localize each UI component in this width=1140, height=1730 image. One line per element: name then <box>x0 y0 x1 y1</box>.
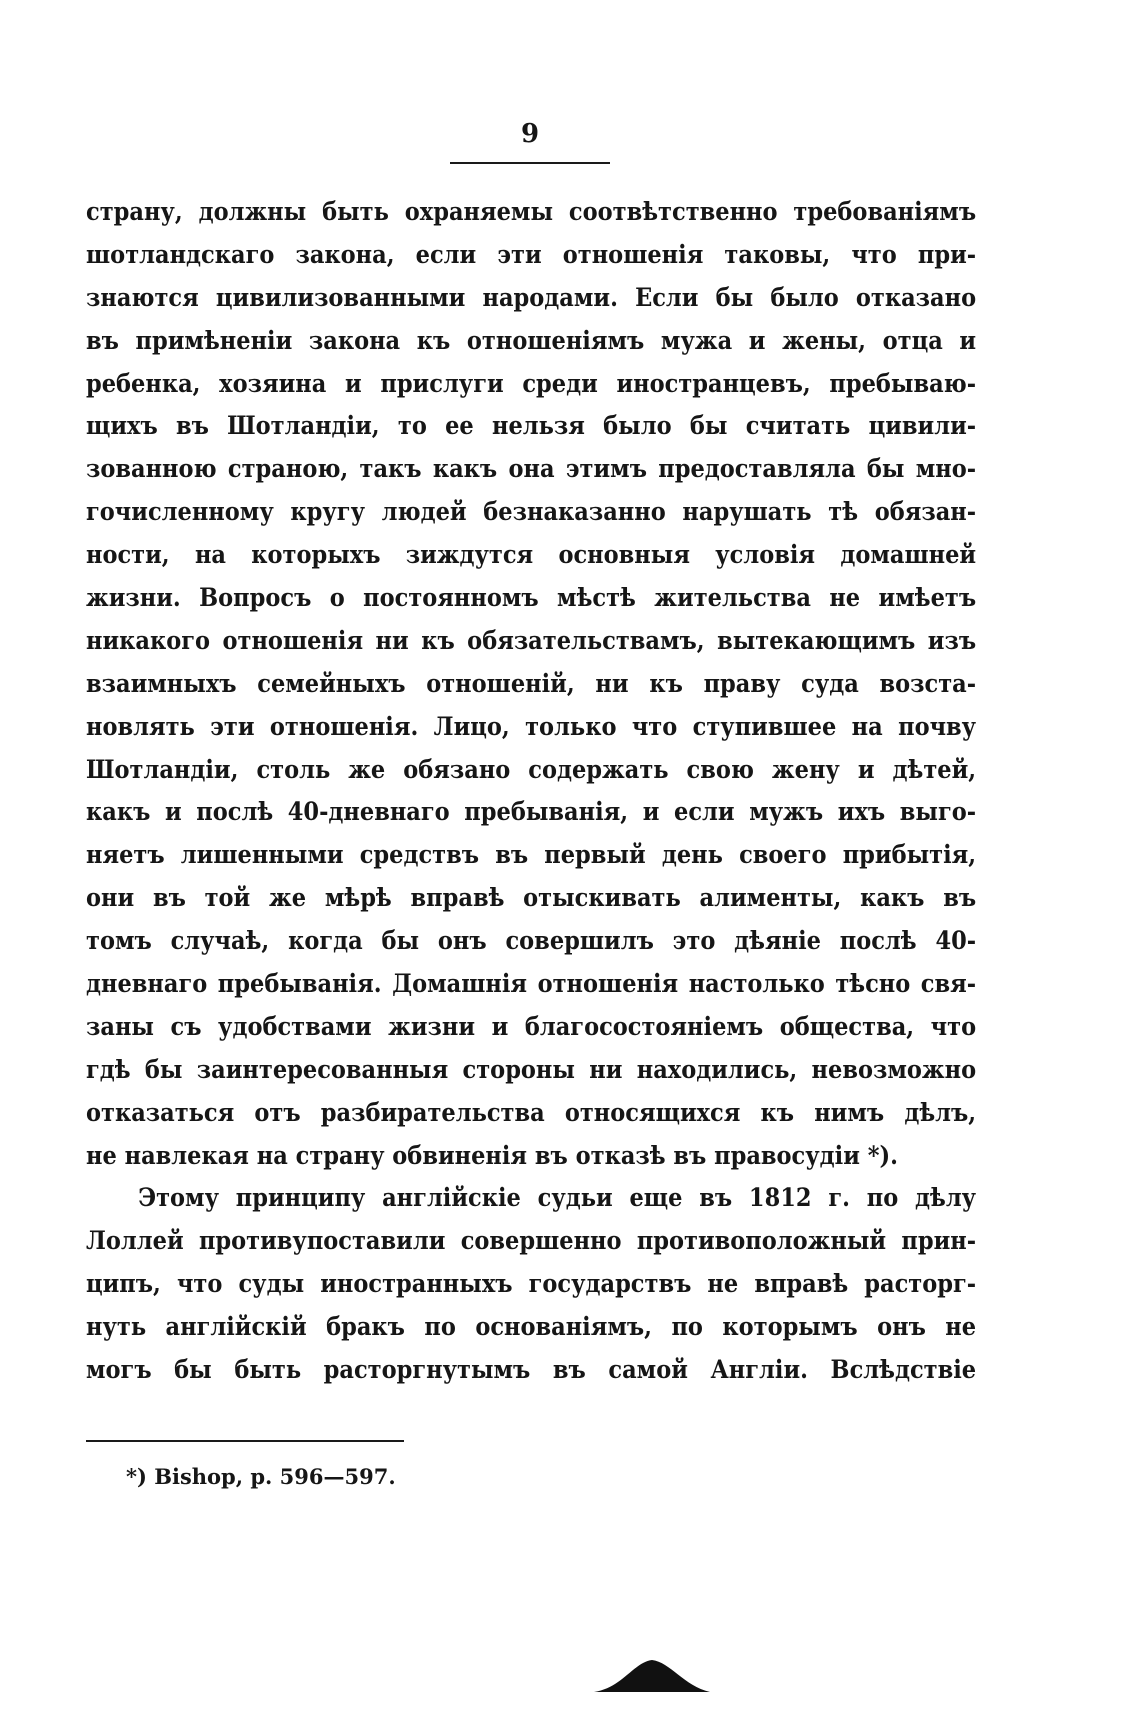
text-line: няетъ лишенными средствъ въ первый день своего прибытія, <box>86 840 977 870</box>
footnote-rule <box>86 1440 404 1442</box>
text-line: какъ и послѣ 40-дневнаго пребыванія, и если мужъ ихъ выго- <box>86 797 977 827</box>
text-line: шотландскаго закона, если эти отношенія таковы, что при- <box>86 239 977 269</box>
text-line: они въ той же мѣрѣ вправѣ отыскивать алименты, какъ въ <box>86 883 977 913</box>
text-line: ности, на которыхъ зиждутся основныя условія домашней <box>86 540 977 570</box>
text-line: гдѣ бы заинтересованныя стороны ни находились, невозможно <box>86 1054 977 1084</box>
text-line: дневнаго пребыванія. Домашнія отношенія настолько тѣсно свя- <box>86 969 977 999</box>
text-line: нуть англійскій бракъ по основаніямъ, по которымъ онъ не <box>86 1312 977 1342</box>
text-line: Лоллей противупоставили совершенно противоположный прин- <box>86 1226 977 1256</box>
paragraph-start-line: Этому принципу англійскіе судьи еще въ 1812 г. по дѣлу <box>138 1183 977 1213</box>
text-line: заны съ удобствами жизни и благосостояніемъ общества, что <box>86 1011 977 1041</box>
footnote: *) Bishop, p. 596—597. <box>126 1464 396 1489</box>
text-line: въ примѣненіи закона къ отношеніямъ мужа и жены, отца и <box>86 325 977 355</box>
header-rule <box>450 162 610 164</box>
paragraph-end-line: не навлекая на страну обвиненія въ отказѣ въ правосудіи *). <box>86 1140 898 1170</box>
text-line: ребенка, хозяина и прислуги среди иностранцевъ, пребываю- <box>86 368 977 398</box>
text-line: отказаться отъ разбирательства относящихся къ нимъ дѣлъ, <box>86 1097 977 1127</box>
text-line: томъ случаѣ, когда бы онъ совершилъ это дѣяніе послѣ 40- <box>86 926 977 956</box>
text-line: знаются цивилизованными народами. Если бы было отказано <box>86 282 977 312</box>
body-text <box>86 191 976 1392</box>
page-number: 9 <box>520 119 540 149</box>
text-line: жизни. Вопросъ о постоянномъ мѣстѣ жительства не имѣетъ <box>86 583 977 613</box>
ornament-icon <box>592 1658 712 1694</box>
text-line: гочисленному кругу людей безнаказанно нарушать тѣ обязан- <box>86 497 977 527</box>
text-line: могъ бы быть расторгнутымъ въ самой Англіи. Вслѣдствіе <box>86 1355 977 1385</box>
text-line: зованною страною, такъ какъ она этимъ предоставляла бы мно- <box>86 454 977 484</box>
text-line: новлять эти отношенія. Лицо, только что ступившее на почву <box>86 711 977 741</box>
text-line: страну, должны быть охраняемы соотвѣтственно требованіямъ <box>86 197 977 226</box>
text-line: Шотландіи, столь же обязано содержать свою жену и дѣтей, <box>86 754 977 784</box>
text-line: ципъ, что суды иностранныхъ государствъ не вправѣ расторг- <box>86 1269 977 1299</box>
text-line: щихъ въ Шотландіи, то ее нельзя было бы считать цивили- <box>86 411 977 441</box>
text-line: никакого отношенія ни къ обязательствамъ, вытекающимъ изъ <box>86 625 977 655</box>
text-line: взаимныхъ семейныхъ отношеній, ни къ праву суда возста- <box>86 668 977 698</box>
